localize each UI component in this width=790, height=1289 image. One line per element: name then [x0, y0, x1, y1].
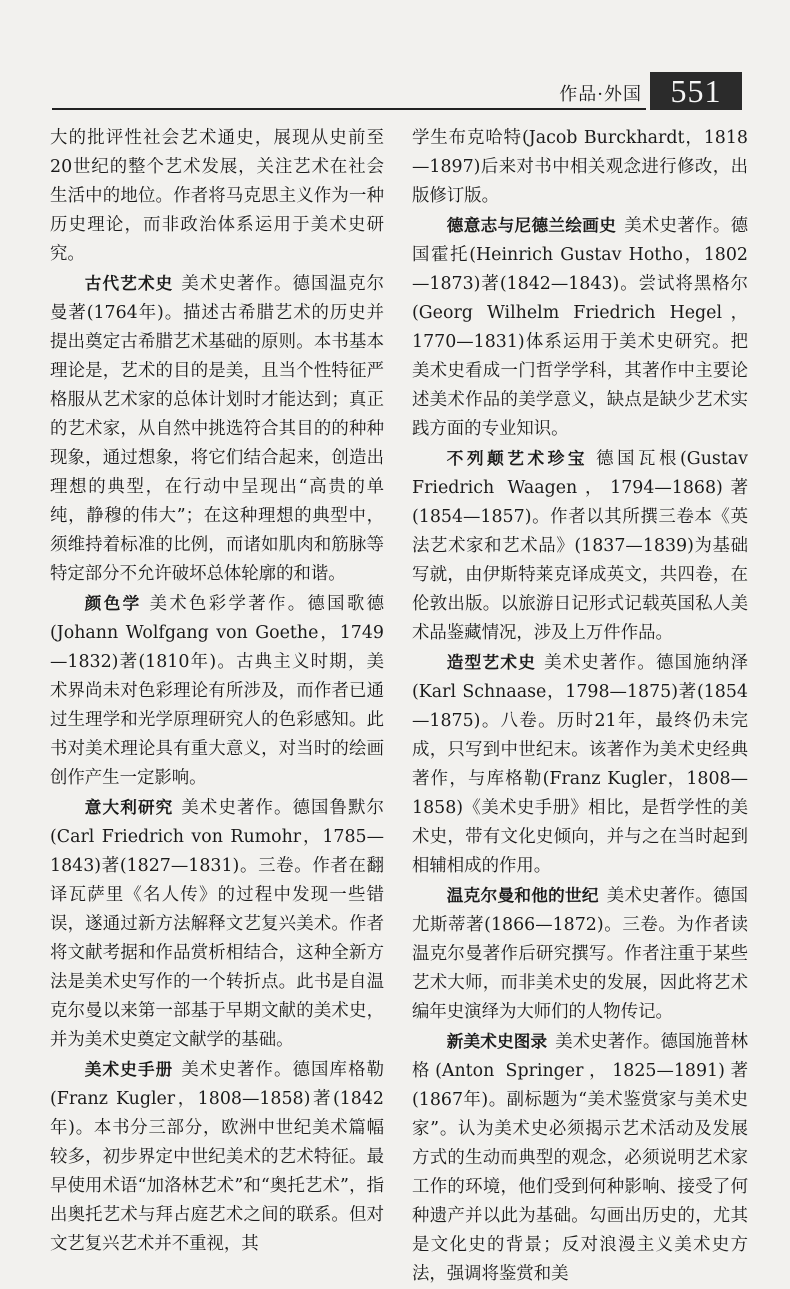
entry-text: 大的批评性社会艺术通史，展现从史前至20世纪的整个艺术发展，关注艺术在社会生活中的地位。作者将马克思主义作为一种历史理论，而非政治体系运用于美术史研究。: [50, 128, 384, 264]
entry-term: 不列颠艺术珍宝: [446, 449, 589, 468]
section-title: 作品·外国: [559, 84, 642, 105]
entry-continuation: [50, 124, 384, 269]
right-column: [412, 124, 748, 1289]
entry-history-plastic-arts: [412, 648, 748, 881]
entry-term: 意大利研究: [84, 798, 174, 817]
entry-text: 美术史著作。德国温克尔曼著(1764年)。描述古希腊艺术的历史并提出奠定古希腊艺术基础的原则。本书基本理论是，艺术的目的是美，且当个性特征严格服从艺术家的总体计划时才能达到；真正的艺术家，从自然中挑选符合其目的的种种现象，通过想象，将它们结合起来，创造出理想的典型，在行动中呈现出“高贵的单纯，静穆的伟大”；在这种理想的典型中，须维持着标准的比例，而诸如肌肉和筋脉等特定部分不允许破坏总体轮廓的和谐。: [50, 274, 384, 584]
entry-italian-research: [50, 793, 384, 1055]
running-header: [52, 73, 742, 110]
entry-term: 温克尔曼和他的世纪: [446, 886, 599, 905]
entry-term: 德意志与尼德兰绘画史: [446, 216, 617, 235]
entry-term: 造型艺术史: [446, 653, 537, 672]
entry-text: 美术史著作。德国施纳泽(Karl Schnaase，1798—1875)著(1854—1875)。八卷。历时21年，最终仍未完成，只写到中世纪末。该著作为美术史经典著作，与库格勒(Franz Kugler，1808—1858)《美术史手册》相比，是哲学性的美术史，带有文化史倾向，并与之在当时起到相辅相成的作用。: [412, 653, 748, 876]
entry-text: 美术史著作。德国鲁默尔(Carl Friedrich von Rumohr，1785—1843)著(1827—1831)。三卷。作者在翻译瓦萨里《名人传》的过程中发现一些错误，遂通过新方法解释文艺复兴美术。作者将文献考据和作品赏析相结合，这种全新方法是美术史写作的一个转折点。此书是自温克尔曼以来第一部基于早期文献的美术史，并为美术史奠定文献学的基础。: [50, 798, 384, 1050]
entry-text: 美术史著作。德国霍托(Heinrich Gustav Hotho，1802—1873)著(1842—1843)。尝试将黑格尔(Georg Wilhelm Friedrich Hegel，1770—1831)体系运用于美术史研究。把美术史看成一门哲学学科，其著作中主要论述美术作品的美学意义，缺点是缺少艺术实践方面的专业知识。: [412, 216, 748, 439]
entry-text: 学生布克哈特(Jacob Burckhardt，1818—1897)后来对书中相关观念进行修改，出版修订版。: [412, 128, 748, 206]
entry-continuation: [412, 124, 748, 211]
entry-german-netherlandish-painting: [412, 211, 748, 444]
entry-text: 德国瓦根(Gustav Friedrich Waagen，1794—1868)著(1854—1857)。作者以其所撰三卷本《英法艺术家和艺术品》(1837—1839)为基础写就，由伊斯特莱克译成英文，共四卷，在伦敦出版。以旅游日记形式记载英国私人美术品鉴藏情况，涉及上万件作品。: [412, 449, 749, 643]
left-column: [50, 124, 384, 1259]
entry-term: 美术史手册: [84, 1060, 174, 1079]
entry-winckelmann-his-century: [412, 881, 748, 1027]
entry-text: 美术史著作。德国尤斯蒂著(1866—1872)。三卷。为作者读温克尔曼著作后研究撰写。作者注重于某些艺术大师，而非美术史的发展，因此将艺术编年史演绎为大师们的人物传记。: [412, 886, 748, 1022]
entry-text: 美术色彩学著作。德国歌德(Johann Wolfgang von Goethe，1749—1832)著(1810年)。古典主义时期，美术界尚未对色彩理论有所涉及，而作者已通过生理学和光学原理研究人的色彩感知。此书对美术理论具有重大意义，对当时的绘画创作产生一定影响。: [50, 594, 384, 788]
entry-term: 古代艺术史: [84, 274, 174, 293]
entry-new-art-history-illustrations: [412, 1027, 748, 1289]
entry-text: 美术史著作。德国施普林格(Anton Springer，1825—1891)著(1867年)。副标题为“美术鉴赏家与美术史家”。认为美术史必须揭示艺术活动及发展方式的生动而典型的观念，必须说明艺术家工作的环境，他们受到何种影响、接受了何种遗产并以此为基础。勾画出历史的，尤其是文化史的背景；反对浪漫主义美术史方法，强调将鉴赏和美: [412, 1032, 748, 1284]
entry-treasures-of-art-britain: [412, 444, 748, 648]
entry-text: 美术史著作。德国库格勒(Franz Kugler，1808—1858)著(1842年)。本书分三部分，欧洲中世纪美术篇幅较多，初步界定中世纪美术的艺术特征。最早使用术语“加洛林艺术”和“奥托艺术”，指出奥托艺术与拜占庭艺术之间的联系。但对文艺复兴艺术并不重视，其: [50, 1060, 384, 1254]
header-rule: [52, 108, 646, 110]
entry-ancient-art-history: [50, 269, 384, 589]
entry-theory-of-colours: [50, 589, 384, 793]
entry-handbook-art-history: [50, 1055, 384, 1259]
page-number: 551: [650, 72, 742, 110]
entry-term: 新美术史图录: [446, 1032, 548, 1051]
entry-term: 颜色学: [84, 594, 142, 613]
